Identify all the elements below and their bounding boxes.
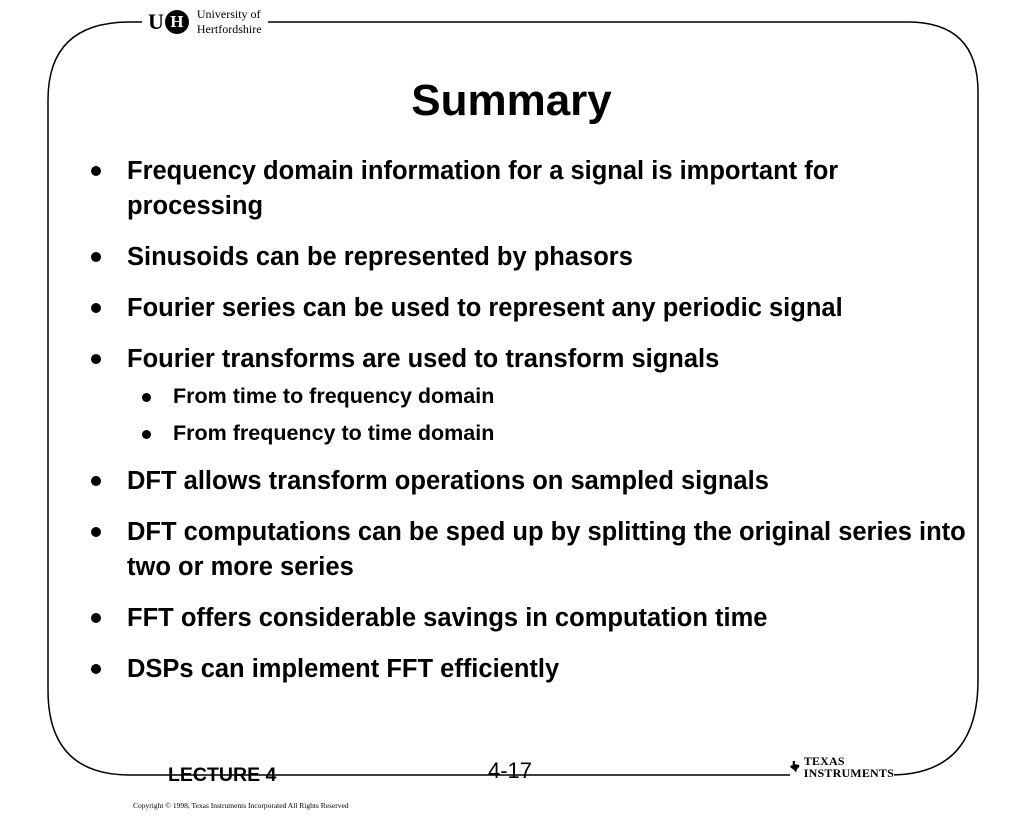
sub-bullet-item: From time to frequency domain [127,378,968,415]
bullet-item: DSPs can implement FFT efficiently [88,652,968,687]
bullet-item: Sinusoids can be represented by phasors [88,240,968,275]
bullet-item: Fourier series can be used to represent any periodic signal [88,291,968,326]
page-number: 4-17 [488,758,533,783]
bullet-item: FFT offers considerable savings in computation time [88,601,968,636]
slide-title: Summary [411,76,612,125]
university-name [197,7,262,37]
bullet-item: DFT computations can be sped up by splitting the original series into two or more series [88,515,968,585]
sub-bullet-item: From frequency to time domain [127,415,968,452]
bullet-list [88,154,968,703]
bullet-item [88,342,968,452]
ti-logo [790,750,894,784]
ti-wordmark [804,755,894,779]
texas-state-icon [790,756,800,778]
bullet-item: DFT allows transform operations on sampled signals [88,464,968,499]
sub-bullet-list [127,378,968,452]
bullet-item: Frequency domain information for a signal is important for processing [88,154,968,224]
logo-letter-u: U [148,9,164,34]
university-name-line1: University of [196,7,261,21]
logo-letter-h: H [165,10,189,34]
bullet-item-text: Fourier transforms are used to transform signals [127,345,720,373]
ti-wordmark-line1: TEXAS [803,754,845,768]
copyright-notice: Copyright © 1998, Texas Instruments Incorporated All Rights Reserved [133,801,349,810]
university-logo [142,4,268,40]
university-name-line2: Hertfordshire [196,22,262,36]
lecture-label: LECTURE 4 [168,764,277,786]
ti-wordmark-line2: INSTRUMENTS [803,766,894,780]
uh-emblem-icon [148,9,189,35]
